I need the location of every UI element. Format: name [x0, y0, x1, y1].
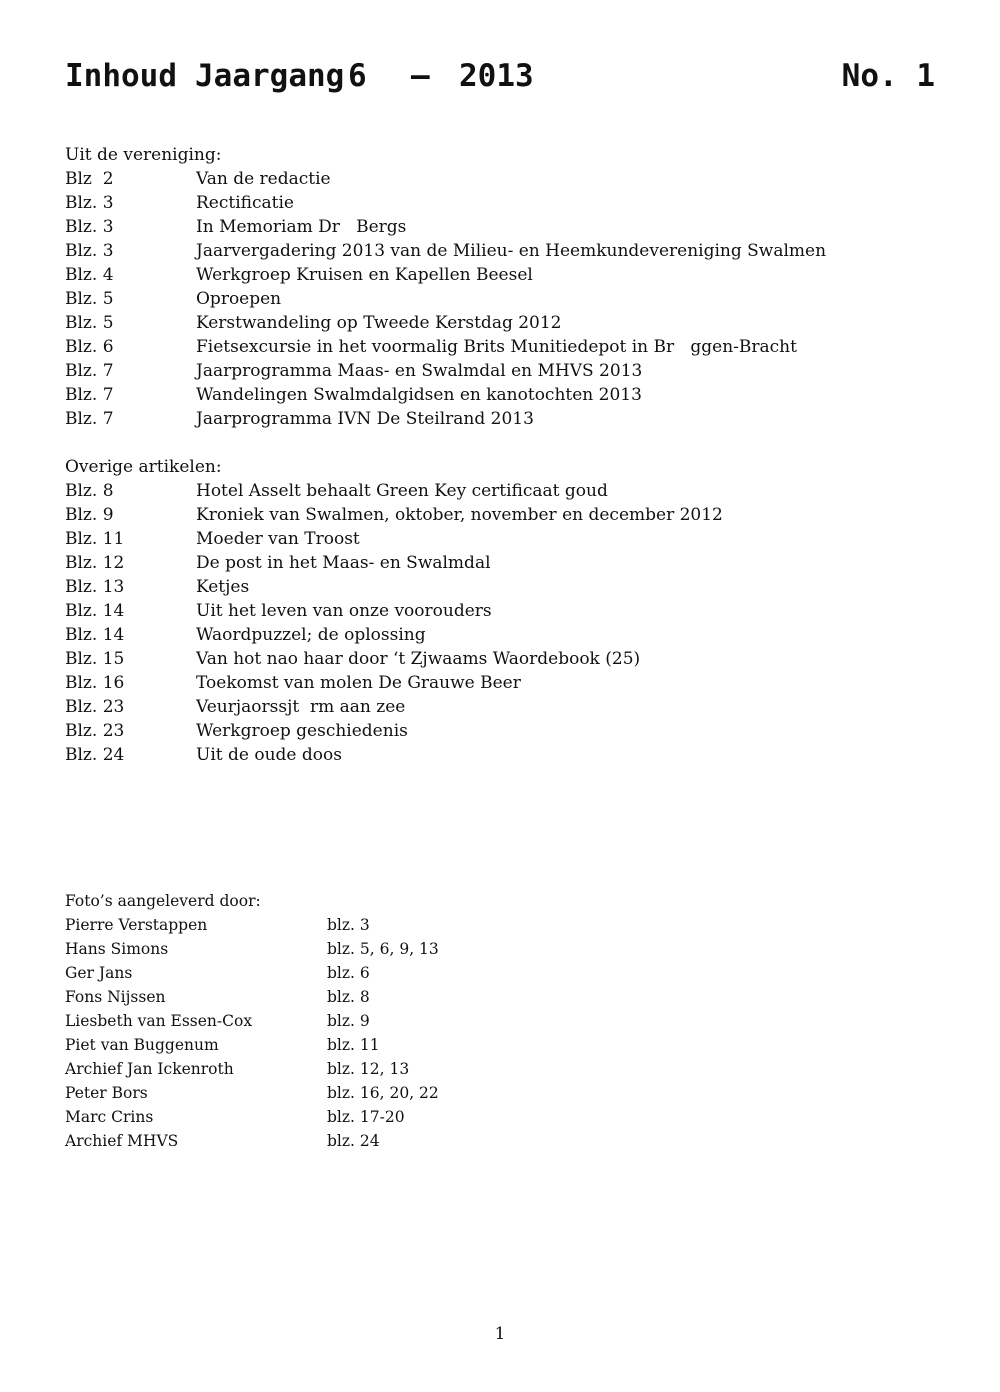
- toc-article-title: Moeder van Troost: [196, 529, 360, 549]
- photo-credit-row: [65, 1081, 945, 1105]
- photo-credit-name: Peter Bors: [65, 1084, 148, 1102]
- toc-entry: [65, 287, 945, 311]
- toc-page-ref: Blz. 5: [65, 313, 114, 333]
- toc-article-title: Werkgroep geschiedenis: [196, 721, 408, 741]
- toc-page-ref: Blz. 23: [65, 721, 125, 741]
- photo-credit-pages: blz. 8: [327, 988, 370, 1006]
- toc-entry: [65, 359, 945, 383]
- photo-credit-pages: blz. 5, 6, 9, 13: [327, 940, 439, 958]
- toc-page-ref: Blz. 3: [65, 193, 114, 213]
- toc-entry: [65, 479, 945, 503]
- photo-credit-name: Piet van Buggenum: [65, 1036, 219, 1054]
- toc-article-title: De post in het Maas- en Swalmdal: [196, 553, 491, 573]
- photo-credit-row: [65, 985, 945, 1009]
- toc-article-title: Uit de oude doos: [196, 745, 342, 765]
- toc-entry: [65, 335, 945, 359]
- toc-article-title: Kerstwandeling op Tweede Kerstdag 2012: [196, 313, 562, 333]
- toc-entry: [65, 503, 945, 527]
- toc-article-title: Uit het leven van onze voorouders: [196, 601, 492, 621]
- photo-credit-row: [65, 1033, 945, 1057]
- toc-article-title: Jaarvergadering 2013 van de Milieu- en Heemkundevereniging Swalmen: [196, 241, 827, 261]
- photo-credit-name: Hans Simons: [65, 940, 169, 958]
- photo-credit-pages: blz. 11: [327, 1036, 380, 1054]
- photo-credit-row: [65, 1057, 945, 1081]
- toc-list: [65, 479, 945, 767]
- photo-credit-row: [65, 937, 945, 961]
- toc-page-ref: Blz 2: [65, 169, 114, 189]
- toc-article-title: Kroniek van Swalmen, oktober, november en december 2012: [196, 505, 723, 525]
- toc-entry: [65, 575, 945, 599]
- photo-credit-pages: blz. 6: [327, 964, 370, 982]
- toc-article-title: Oproepen: [196, 289, 282, 309]
- toc-entry: [65, 671, 945, 695]
- toc-page-ref: Blz. 12: [65, 553, 125, 573]
- toc-page-ref: Blz. 24: [65, 745, 125, 765]
- toc-entry: [65, 263, 945, 287]
- toc-page-ref: Blz. 16: [65, 673, 125, 693]
- toc-entry: [65, 623, 945, 647]
- section-overige-artikelen: [65, 455, 945, 767]
- toc-page-ref: Blz. 11: [65, 529, 125, 549]
- photo-credit-row: [65, 1105, 945, 1129]
- toc-entry: [65, 695, 945, 719]
- toc-article-title: Toekomst van molen De Grauwe Beer: [196, 673, 521, 693]
- toc-page-ref: Blz. 7: [65, 409, 114, 429]
- page-number: 1: [494, 1324, 506, 1344]
- toc-article-title: Waordpuzzel; de oplossing: [196, 625, 426, 645]
- photo-credit-name: Ger Jans: [65, 964, 133, 982]
- photo-credit-pages: blz. 12, 13: [327, 1060, 410, 1078]
- toc-entry: [65, 191, 945, 215]
- toc-article-title: Ketjes: [196, 577, 250, 597]
- header-inhoud: Inhoud: [65, 58, 177, 94]
- photo-credit-row: [65, 913, 945, 937]
- toc-page-ref: Blz. 7: [65, 385, 114, 405]
- header-issue-number: No. 1: [841, 58, 935, 94]
- photo-credit-name: Archief Jan Ickenroth: [65, 1060, 234, 1078]
- section-title: Foto’s aangeleverd door:: [65, 892, 261, 910]
- header-jaargang: Jaargang: [195, 58, 345, 94]
- photo-credit-list: [65, 913, 945, 1153]
- photo-credit-pages: blz. 24: [327, 1132, 380, 1150]
- header-year: 2013: [459, 58, 534, 94]
- toc-entry: [65, 719, 945, 743]
- photo-credit-name: Fons Nijssen: [65, 988, 166, 1006]
- toc-entry: [65, 311, 945, 335]
- toc-page-ref: Blz. 23: [65, 697, 125, 717]
- section-title: Uit de vereniging:: [65, 145, 222, 165]
- toc-entry: [65, 407, 945, 431]
- photo-credit-pages: blz. 17-20: [327, 1108, 405, 1126]
- toc-page-ref: Blz. 5: [65, 289, 114, 309]
- photo-credit-row: [65, 1129, 945, 1153]
- photo-credit-name: Archief MHVS: [65, 1132, 179, 1150]
- toc-page-ref: Blz. 9: [65, 505, 114, 525]
- toc-entry: [65, 215, 945, 239]
- toc-article-title: Wandelingen Swalmdalgidsen en kanotochten 2013: [196, 385, 642, 405]
- toc-page-ref: Blz. 15: [65, 649, 125, 669]
- toc-article-title: Werkgroep Kruisen en Kapellen Beesel: [196, 265, 533, 285]
- photo-credit-pages: blz. 16, 20, 22: [327, 1084, 439, 1102]
- toc-entry: [65, 551, 945, 575]
- photo-credit-name: Marc Crins: [65, 1108, 154, 1126]
- photo-credit-name: Pierre Verstappen: [65, 916, 208, 934]
- toc-page-ref: Blz. 7: [65, 361, 114, 381]
- toc-page-ref: Blz. 13: [65, 577, 125, 597]
- toc-entry: [65, 599, 945, 623]
- header-dash: –: [411, 58, 430, 94]
- toc-article-title: Van de redactie: [196, 169, 331, 189]
- toc-article-title: Jaarprogramma IVN De Steilrand 2013: [196, 409, 534, 429]
- photo-credit-row: [65, 1009, 945, 1033]
- toc-entry: [65, 647, 945, 671]
- toc-entry: [65, 167, 945, 191]
- toc-entry: [65, 743, 945, 767]
- toc-page-ref: Blz. 14: [65, 601, 125, 621]
- page-header: [65, 58, 935, 102]
- photo-credit-row: [65, 961, 945, 985]
- photo-credit-pages: blz. 9: [327, 1012, 370, 1030]
- toc-entry: [65, 383, 945, 407]
- toc-page-ref: Blz. 3: [65, 241, 114, 261]
- toc-list: [65, 167, 945, 431]
- toc-article-title: Fietsexcursie in het voormalig Brits Munitiedepot in Br ggen-Bracht: [196, 337, 797, 357]
- toc-page-ref: Blz. 14: [65, 625, 125, 645]
- photo-credit-pages: blz. 3: [327, 916, 370, 934]
- section-foto-credits: [65, 889, 945, 1153]
- toc-article-title: Jaarprogramma Maas- en Swalmdal en MHVS 2013: [196, 361, 643, 381]
- toc-article-title: Veurjaorssjt rm aan zee: [196, 697, 406, 717]
- toc-page-ref: Blz. 3: [65, 217, 114, 237]
- toc-article-title: Van hot nao haar door ‘t Zjwaams Waordebook (25): [196, 649, 641, 669]
- section-uit-de-vereniging: [65, 143, 945, 431]
- toc-article-title: Rectificatie: [196, 193, 294, 213]
- toc-entry: [65, 239, 945, 263]
- toc-article-title: In Memoriam Dr Bergs: [196, 217, 407, 237]
- toc-page-ref: Blz. 6: [65, 337, 114, 357]
- photo-credit-name: Liesbeth van Essen-Cox: [65, 1012, 253, 1030]
- toc-page-ref: Blz. 8: [65, 481, 114, 501]
- header-volume-number: 6: [348, 58, 367, 94]
- toc-entry: [65, 527, 945, 551]
- toc-page-ref: Blz. 4: [65, 265, 114, 285]
- section-title: Overige artikelen:: [65, 457, 222, 477]
- toc-article-title: Hotel Asselt behaalt Green Key certificaat goud: [196, 481, 608, 501]
